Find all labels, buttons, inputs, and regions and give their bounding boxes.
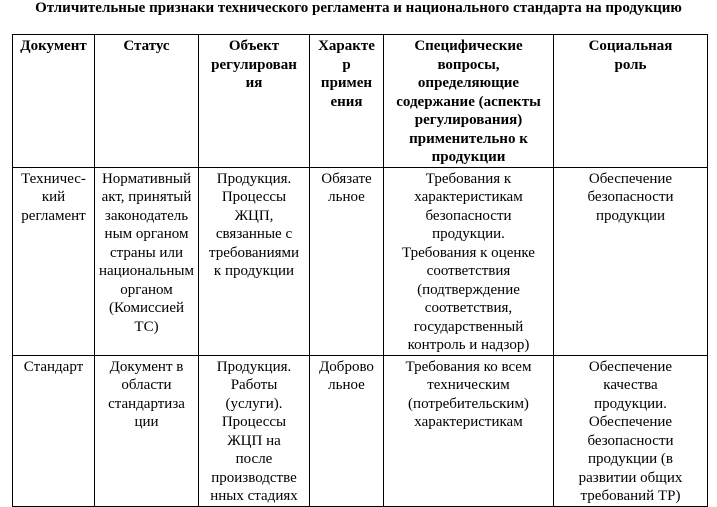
header-status: Статус	[95, 35, 199, 168]
cell-specific-issues: Требования ко всем техническим (потребительским) характеристикам	[384, 355, 554, 506]
header-social-role: Социальная роль	[554, 35, 708, 168]
header-object: Объект регулирован ия	[199, 35, 310, 168]
comparison-table	[12, 34, 708, 507]
header-specific-issues: Специфические вопросы, определяющие содержание (аспекты регулирования) применительно к продукции	[384, 35, 554, 168]
cell-social-role: Обеспечение безопасности продукции	[554, 167, 708, 355]
cell-status: Документ в области стандартиза ции	[95, 355, 199, 506]
cell-object: Продукция. Работы (услуги). Процессы ЖЦП на после производстве нных стадиях	[199, 355, 310, 506]
cell-document: Техничес- кий регламент	[13, 167, 95, 355]
header-document: Документ	[13, 35, 95, 168]
cell-character: Обязате льное	[310, 167, 384, 355]
cell-social-role: Обеспечение качества продукции. Обеспечение безопасности продукции (в развитии общих требований ТР)	[554, 355, 708, 506]
table-header-row	[13, 35, 708, 168]
cell-status: Нормативный акт, принятый законодатель ным органом страны или национальным органом (Комиссией ТС)	[95, 167, 199, 355]
header-character: Характе р примен ения	[310, 35, 384, 168]
cell-character: Доброво льное	[310, 355, 384, 506]
cell-document: Стандарт	[13, 355, 95, 506]
cell-object: Продукция. Процессы ЖЦП, связанные с требованиями к продукции	[199, 167, 310, 355]
cell-specific-issues: Требования к характеристикам безопасности продукции. Требования к оценке соответствия (подтверждение соответствия, государственный контроль и надзор)	[384, 167, 554, 355]
page-title: Отличительные признаки технического регламента и национального стандарта на продукцию	[35, 0, 682, 16]
table-row	[13, 355, 708, 506]
table-row	[13, 167, 708, 355]
